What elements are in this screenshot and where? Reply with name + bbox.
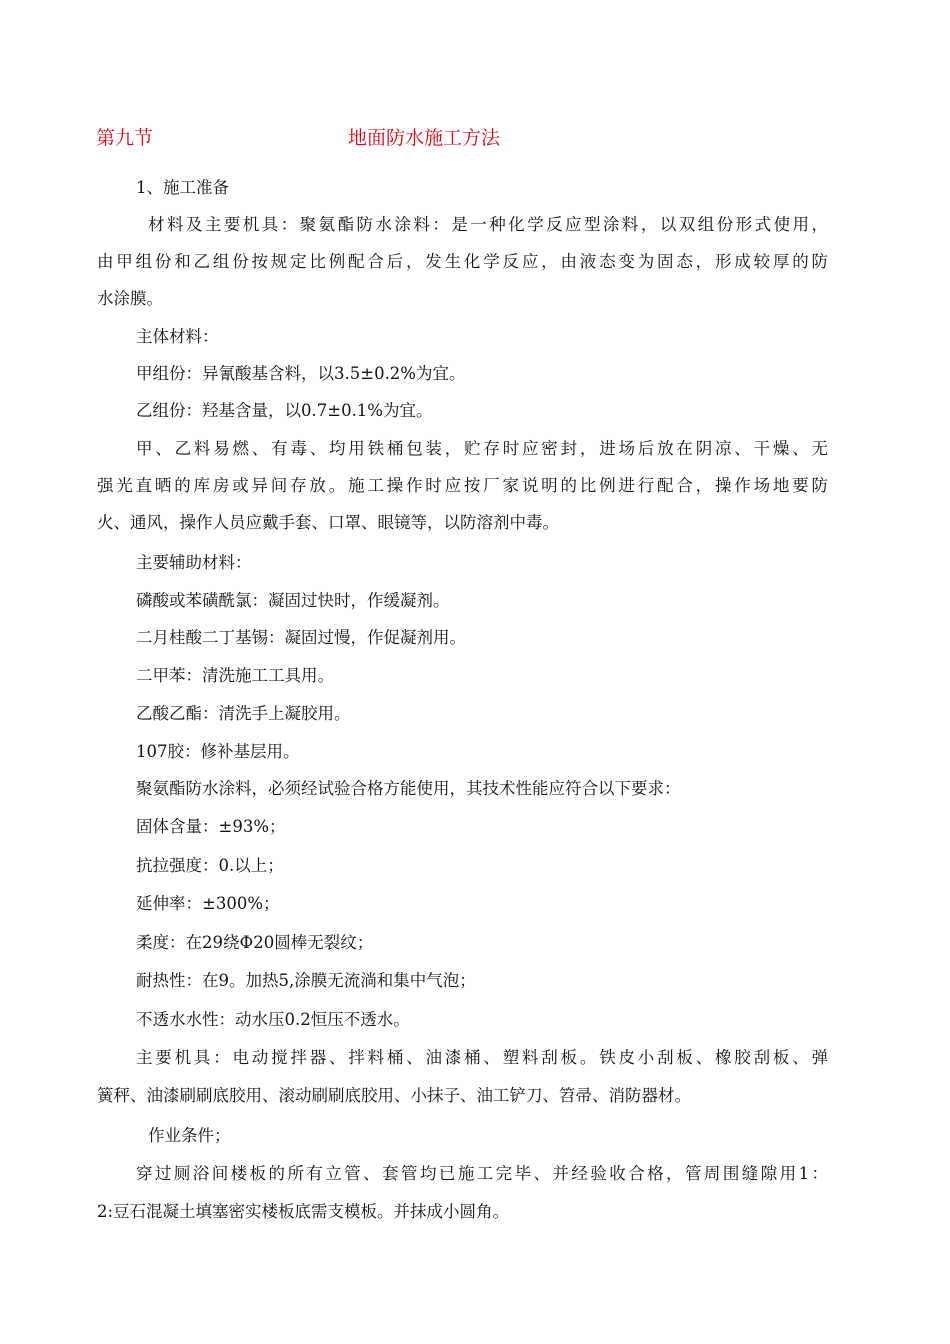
paragraph-line: 乙组份：羟基含量，以0.7±0.1%为宜。	[136, 401, 433, 420]
section-title: 地面防水施工方法	[348, 127, 501, 149]
paragraph-line: 水涂膜。	[97, 289, 163, 308]
paragraph-line: 甲组份：异氰酸基含料，以3.5±0.2%为宜。	[136, 364, 466, 383]
paragraph-line: 1、施工准备	[136, 178, 229, 197]
paragraph-line: 簧秤、油漆刷刷底胶用、滚动刷刷底胶用、小抹子、油工铲刀、笤帚、消防器材。	[97, 1086, 691, 1105]
paragraph-line: 2:豆石混凝土填塞密实楼板底需支模板。并抹成小圆角。	[97, 1202, 510, 1221]
paragraph-line: 穿过厕浴间楼板的所有立管、套管均已施工完毕、并经验收合格，管周围缝隙用1：	[136, 1164, 828, 1183]
paragraph-line: 由甲组份和乙组份按规定比例配合后，发生化学反应，由液态变为固态，形成较厚的防	[97, 252, 828, 271]
paragraph-line: 二甲苯：清洗施工工具用。	[136, 666, 334, 685]
section-heading	[96, 124, 856, 152]
paragraph-line: 作业条件；	[148, 1126, 231, 1145]
paragraph-line: 不透水水性：动水压0.2恒压不透水。	[136, 1010, 410, 1029]
section-number: 第九节	[96, 127, 154, 149]
paragraph-line: 107胶：修补基层用。	[136, 742, 300, 761]
paragraph-line: 柔度：在29绕Ф20圆棒无裂纹；	[136, 933, 374, 952]
paragraph-line: 抗拉强度：0.以上；	[136, 856, 284, 875]
paragraph-line: 主要辅助材料：	[136, 553, 252, 572]
paragraph-line: 耐热性：在9。加热5,涂膜无流淌和集中气泡；	[136, 971, 476, 990]
paragraph-line: 材料及主要机具：聚氨酯防水涂料：是一种化学反应型涂料，以双组份形式使用，	[148, 215, 828, 234]
paragraph-line: 二月桂酸二丁基锡：凝固过慢，作促凝剂用。	[136, 628, 466, 647]
paragraph-line: 主要机具：电动搅拌器、拌料桶、油漆桶、塑料刮板。铁皮小刮板、橡胶刮板、弹	[136, 1048, 828, 1067]
paragraph-line: 延伸率：±300%；	[136, 894, 280, 913]
paragraph-line: 火、通风，操作人员应戴手套、口罩、眼镜等，以防溶剂中毒。	[97, 513, 559, 532]
paragraph-line: 磷酸或苯磺酰氯：凝固过快时，作缓凝剂。	[136, 591, 450, 610]
paragraph-line: 固体含量：±93%；	[136, 817, 286, 836]
paragraph-line: 主体材料：	[136, 327, 219, 346]
paragraph-line: 甲、乙料易燃、有毒、均用铁桶包装，贮存时应密封，进场后放在阴凉、干燥、无	[136, 439, 828, 458]
paragraph-line: 乙酸乙酯：清洗手上凝胶用。	[136, 704, 351, 723]
paragraph-line: 聚氨酯防水涂料，必须经试验合格方能使用，其技术性能应符合以下要求：	[136, 779, 681, 798]
paragraph-line: 强光直晒的库房或异间存放。施工操作时应按厂家说明的比例进行配合，操作场地要防	[97, 476, 828, 495]
